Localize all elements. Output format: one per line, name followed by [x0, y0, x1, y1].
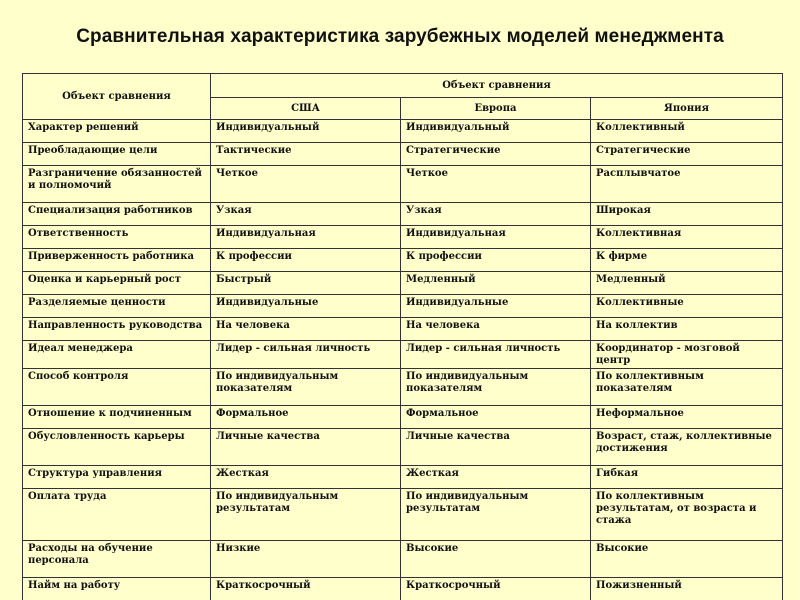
usa-cell: Узкая: [211, 203, 401, 226]
europe-cell: Жесткая: [401, 466, 591, 489]
row-label-cell: Оплата труда: [23, 489, 211, 541]
usa-cell: К профессии: [211, 249, 401, 272]
japan-cell: Высокие: [591, 541, 783, 578]
usa-cell: Индивидуальная: [211, 226, 401, 249]
row-label-cell: Специализация работников: [23, 203, 211, 226]
row-label-cell: Структура управления: [23, 466, 211, 489]
europe-cell: По индивидуальным показателям: [401, 369, 591, 406]
table-row: [23, 429, 783, 466]
table-row: [23, 143, 783, 166]
slide-title: Сравнительная характеристика зарубежных моделей менеджмента: [76, 26, 724, 47]
japan-cell: Возраст, стаж, коллективные достижения: [591, 429, 783, 466]
header-col-usa: США: [211, 98, 401, 120]
usa-cell: Индивидуальные: [211, 295, 401, 318]
row-label-cell: Разделяемые ценности: [23, 295, 211, 318]
japan-cell: Гибкая: [591, 466, 783, 489]
japan-cell: Расплывчатое: [591, 166, 783, 203]
row-label-cell: Идеал менеджера: [23, 341, 211, 369]
europe-cell: По индивидуальным результатам: [401, 489, 591, 541]
table-row: [23, 203, 783, 226]
japan-cell: Коллективный: [591, 120, 783, 143]
europe-cell: К профессии: [401, 249, 591, 272]
row-label-cell: Расходы на обучение персонала: [23, 541, 211, 578]
europe-cell: Индивидуальные: [401, 295, 591, 318]
usa-cell: По индивидуальным результатам: [211, 489, 401, 541]
row-label-cell: Направленность руководства: [23, 318, 211, 341]
usa-cell: По индивидуальным показателям: [211, 369, 401, 406]
table-row: [23, 226, 783, 249]
row-label-cell: Приверженность работника: [23, 249, 211, 272]
row-label-cell: Способ контроля: [23, 369, 211, 406]
europe-cell: На человека: [401, 318, 591, 341]
row-label-cell: Найм на работу: [23, 578, 211, 600]
table-row: [23, 166, 783, 203]
usa-cell: Четкое: [211, 166, 401, 203]
header-col-japan: Япония: [591, 98, 783, 120]
row-label-cell: Преобладающие цели: [23, 143, 211, 166]
table-row: [23, 369, 783, 406]
row-label-cell: Характер решений: [23, 120, 211, 143]
japan-cell: На коллектив: [591, 318, 783, 341]
japan-cell: По коллективным результатам, от возраста и стажа: [591, 489, 783, 541]
table-row: [23, 272, 783, 295]
table-row: [23, 341, 783, 369]
japan-cell: Коллективные: [591, 295, 783, 318]
japan-cell: Коллективная: [591, 226, 783, 249]
table-row: [23, 578, 783, 600]
table-row: [23, 249, 783, 272]
japan-cell: По коллективным показателям: [591, 369, 783, 406]
table-row: [23, 541, 783, 578]
usa-cell: Быстрый: [211, 272, 401, 295]
usa-cell: На человека: [211, 318, 401, 341]
header-row-group: [23, 74, 783, 98]
row-label-cell: Обусловленность карьеры: [23, 429, 211, 466]
table-header: [23, 74, 783, 120]
header-object-label: Объект сравнения: [23, 74, 211, 120]
table-row: [23, 489, 783, 541]
usa-cell: Низкие: [211, 541, 401, 578]
japan-cell: Стратегические: [591, 143, 783, 166]
table-row: [23, 406, 783, 429]
europe-cell: Личные качества: [401, 429, 591, 466]
europe-cell: Формальное: [401, 406, 591, 429]
usa-cell: Жесткая: [211, 466, 401, 489]
japan-cell: Координатор - мозговой центр: [591, 341, 783, 369]
usa-cell: Лидер - сильная личность: [211, 341, 401, 369]
europe-cell: Медленный: [401, 272, 591, 295]
row-label-cell: Разграничение обязанностей и полномочий: [23, 166, 211, 203]
table-row: [23, 466, 783, 489]
row-label-cell: Ответственность: [23, 226, 211, 249]
japan-cell: Медленный: [591, 272, 783, 295]
comparison-table: [22, 73, 783, 600]
row-label-cell: Оценка и карьерный рост: [23, 272, 211, 295]
table-row: [23, 318, 783, 341]
table-row: [23, 120, 783, 143]
europe-cell: Высокие: [401, 541, 591, 578]
japan-cell: Широкая: [591, 203, 783, 226]
header-col-europe: Европа: [401, 98, 591, 120]
usa-cell: Тактические: [211, 143, 401, 166]
europe-cell: Индивидуальная: [401, 226, 591, 249]
japan-cell: Неформальное: [591, 406, 783, 429]
europe-cell: Узкая: [401, 203, 591, 226]
europe-cell: Стратегические: [401, 143, 591, 166]
europe-cell: Лидер - сильная личность: [401, 341, 591, 369]
header-group-label: Объект сравнения: [211, 74, 783, 98]
usa-cell: Формальное: [211, 406, 401, 429]
table-body: [23, 120, 783, 600]
japan-cell: К фирме: [591, 249, 783, 272]
row-label-cell: Отношение к подчиненным: [23, 406, 211, 429]
europe-cell: Краткосрочный: [401, 578, 591, 600]
usa-cell: Индивидуальный: [211, 120, 401, 143]
table-row: [23, 295, 783, 318]
europe-cell: Четкое: [401, 166, 591, 203]
usa-cell: Краткосрочный: [211, 578, 401, 600]
europe-cell: Индивидуальный: [401, 120, 591, 143]
japan-cell: Пожизненный: [591, 578, 783, 600]
usa-cell: Личные качества: [211, 429, 401, 466]
